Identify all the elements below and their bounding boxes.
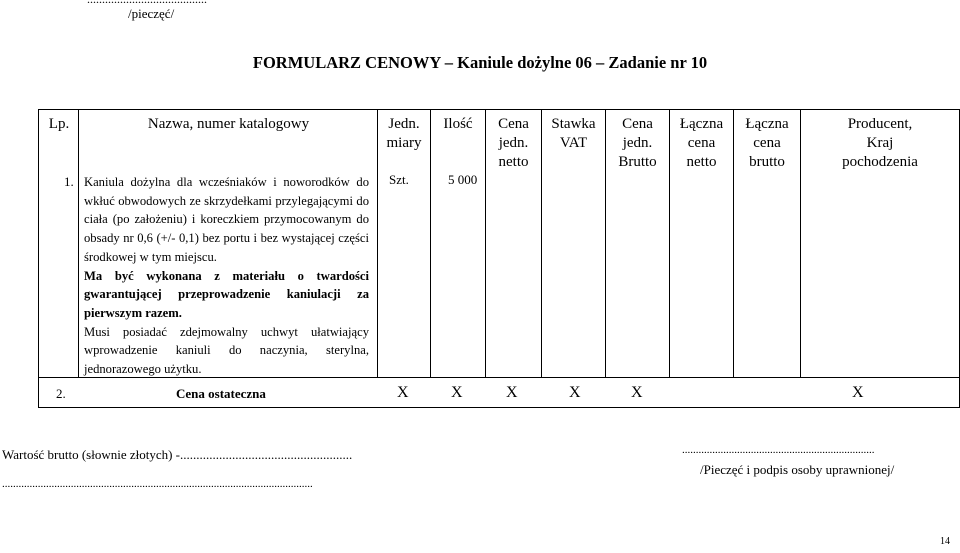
header-gross-price: [606, 115, 669, 172]
header-gross-price-line: Cena: [622, 116, 653, 132]
header-gross-price-line: Brutto: [618, 154, 657, 170]
header-vat-line: VAT: [559, 135, 588, 151]
header-total-net: [670, 115, 733, 172]
description-paragraph: Kaniula dożylna dla wcześniaków i noworodków do wkłuć obwodowych ze skrzydełkami przylegającymi do ciała (po założeniu) i koreczkiem przymocowanym do obsady nr 0,6 (+/- 0,1) bez portu i bez wystającej części środkowej w tym miejscu.: [84, 175, 369, 264]
description-paragraph-bold: Ma być wykonana z materiału o twardości gwarantującej przeprowadzenie kaniulacji za pierwszym razem.: [84, 268, 369, 320]
row1-lp: 1.: [64, 174, 74, 189]
description-paragraph: Musi posiadać zdejmowalny uchwyt ułatwiający wprowadzenie kaniuli do naczynia, sterylna, jednorazowego użytku.: [84, 324, 369, 377]
header-net-price-line: netto: [498, 154, 529, 170]
table-row-border: [38, 407, 960, 408]
header-total-gross-line: cena: [753, 135, 781, 151]
header-total-net-line: cena: [687, 135, 716, 151]
row1-unit: Szt.: [389, 172, 409, 187]
row2-x-mark: X: [506, 384, 518, 401]
header-name: Nazwa, numer katalogowy: [147, 116, 310, 132]
col-border: [78, 109, 79, 377]
header-qty: Ilość: [443, 116, 473, 132]
header-net-price-line: jedn.: [498, 135, 529, 151]
page-number: 14: [940, 536, 950, 547]
header-total-net-line: netto: [686, 154, 717, 170]
row2-x-mark: X: [397, 384, 409, 401]
row2-label: Cena ostateczna: [176, 386, 266, 401]
header-total-gross-line: brutto: [749, 154, 785, 170]
row1-qty: 5 000: [448, 172, 478, 187]
header-net-price-line: Cena: [498, 116, 529, 132]
col-border: [38, 109, 39, 407]
header-producer: [801, 115, 959, 172]
form-title: FORMULARZ CENOWY – Kaniule dożylne 06 – Zadanie nr 10: [252, 53, 708, 72]
header-total-gross: [734, 115, 800, 172]
gross-value-dots-line: .................................................................................................................: [2, 478, 313, 490]
header-producer-line: pochodzenia: [842, 154, 918, 170]
row2-x-mark: X: [569, 384, 581, 401]
row1-description: [84, 173, 369, 379]
header-producer-line: Producent,: [847, 116, 913, 132]
signature-label: /Pieczęć i podpis osoby uprawnionej/: [700, 462, 895, 477]
row2-x-mark: X: [852, 384, 864, 401]
signature-dots: ......................................................................: [682, 444, 875, 456]
row2-lp: 2.: [56, 386, 66, 401]
col-border: [430, 109, 431, 377]
header-vat-line: Stawka: [551, 116, 596, 132]
row2-x-mark: X: [451, 384, 463, 401]
header-total-gross-line: Łączna: [745, 116, 789, 132]
gross-value-words: Wartość brutto (słownie złotych) -.....................................................: [2, 447, 353, 462]
header-gross-price-line: jedn.: [622, 135, 653, 151]
header-lp: Lp.: [48, 116, 70, 132]
header-unit: [378, 115, 430, 153]
table-top-border: [38, 109, 960, 110]
row2-x-mark: X: [631, 384, 643, 401]
header-net-price: [486, 115, 541, 172]
stamp-label: /pieczęć/: [128, 6, 175, 21]
header-total-net-line: Łączna: [679, 116, 724, 132]
header-unit-line: miary: [386, 135, 422, 151]
header-unit-line: Jedn.: [388, 116, 420, 132]
header-vat: [542, 115, 605, 153]
header-producer-line: Kraj: [866, 135, 894, 151]
